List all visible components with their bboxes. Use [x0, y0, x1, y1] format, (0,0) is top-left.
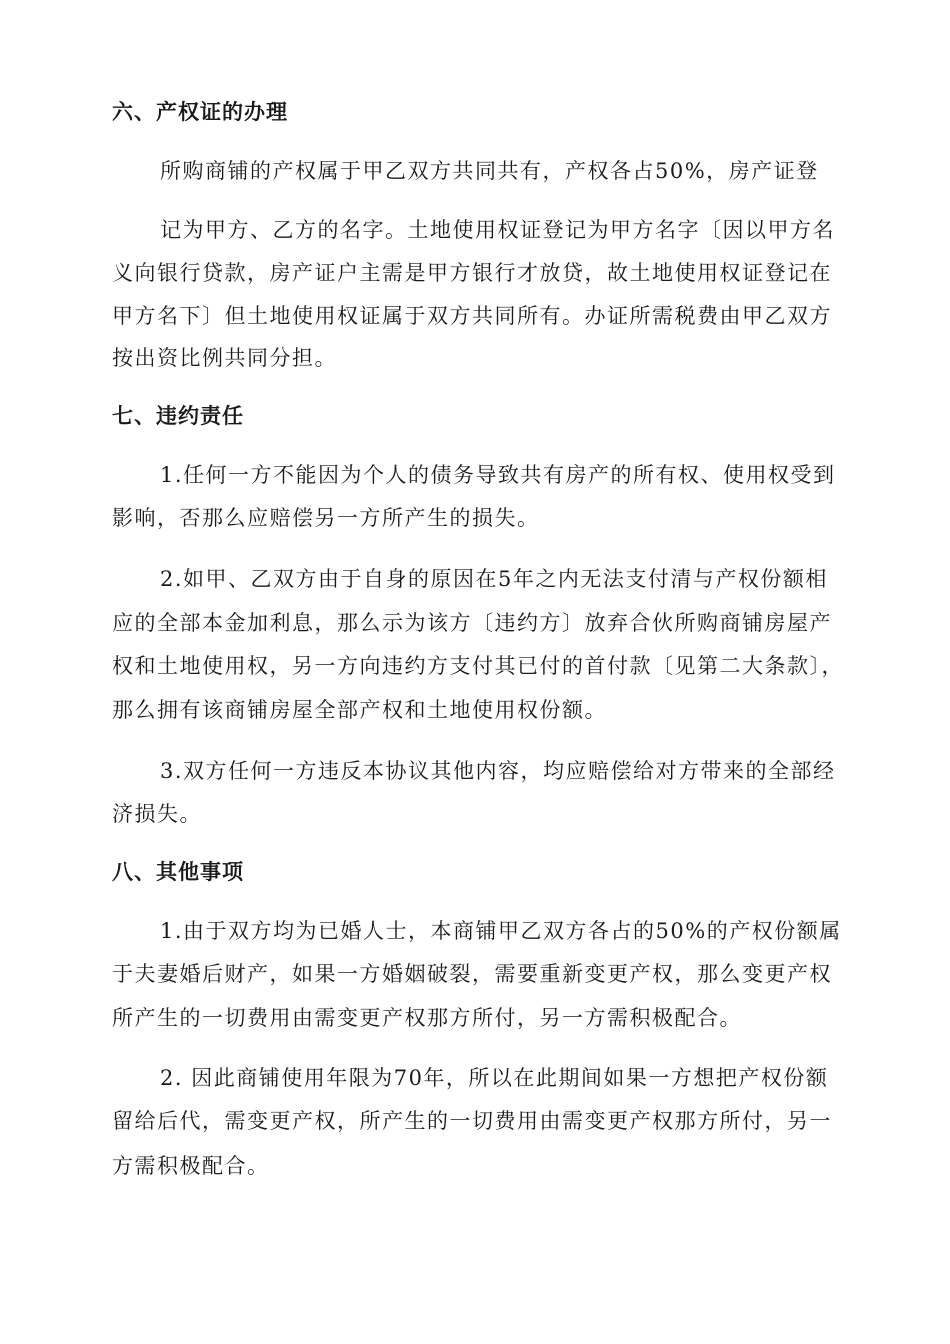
section-heading-7: 七、违约责任: [112, 404, 244, 428]
paragraph-line: 2.如甲、乙双方由于自身的原因在5年之内无法支付清与产权份额相: [160, 567, 828, 591]
paragraph-line: 方需积极配合。: [112, 1154, 270, 1178]
paragraph-line: 所购商铺的产权属于甲乙双方共同共有，产权各占50%，房产证登: [160, 159, 819, 183]
paragraph-line: 义向银行贷款，房产证户主需是甲方银行才放贷，故土地使用权证登记在: [112, 261, 832, 285]
paragraph-line: 3.双方任何一方违反本协议其他内容，均应赔偿给对方带来的全部经: [160, 759, 836, 783]
paragraph-line: 济损失。: [112, 802, 202, 826]
paragraph-line: 影响，否那么应赔偿另一方所产生的损失。: [112, 506, 540, 530]
paragraph-line: 权和土地使用权，另一方向违约方支付其已付的首付款〔见第二大条款〕，: [112, 654, 844, 678]
paragraph-line: 1.任何一方不能因为个人的债务导致共有房产的所有权、使用权受到: [160, 463, 836, 487]
paragraph-line: 应的全部本金加利息，那么示为该方〔违约方〕放弃合伙所购商铺房屋产: [112, 611, 832, 635]
paragraph-line: 于夫妻婚后财产，如果一方婚姻破裂，需要重新变更产权，那么变更产权: [112, 962, 832, 986]
paragraph-line: 那么拥有该商铺房屋全部产权和土地使用权份额。: [112, 698, 607, 722]
paragraph-line: 留给后代，需变更产权，所产生的一切费用由需变更产权那方所付，另一: [112, 1109, 832, 1133]
section-heading-8: 八、其他事项: [112, 860, 244, 884]
paragraph-line: 2. 因此商铺使用年限为70年，所以在此期间如果一方想把产权份额: [160, 1066, 829, 1090]
paragraph-line: 1.由于双方均为已婚人士，本商铺甲乙双方各占的50%的产权份额属: [160, 919, 842, 943]
section-heading-6: 六、产权证的办理: [112, 100, 288, 124]
paragraph-line: 按出资比例共同分担。: [112, 346, 337, 370]
paragraph-line: 所产生的一切费用由需变更产权那方所付，另一方需积极配合。: [112, 1006, 742, 1030]
paragraph-line: 甲方名下〕但土地使用权证属于双方共同所有。办证所需税费由甲乙双方: [112, 304, 832, 328]
paragraph-line: 记为甲方、乙方的名字。土地使用权证登记为甲方名字〔因以甲方名: [160, 218, 835, 242]
